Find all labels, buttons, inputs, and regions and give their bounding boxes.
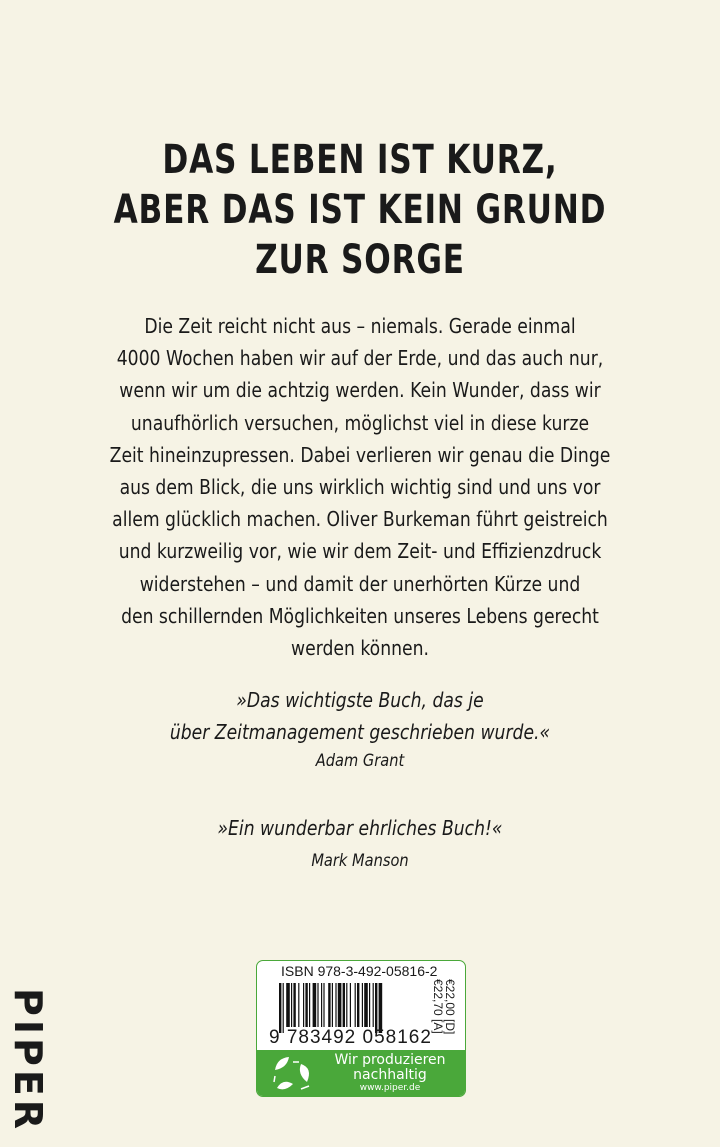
price-de: €22,00 [D] <box>443 979 457 1035</box>
barcode-bar <box>321 983 322 1027</box>
headline-line: ZUR SORGE <box>255 237 465 283</box>
blurb-line: Die Zeit reicht nicht aus – niemals. Gerade einmal <box>144 314 576 338</box>
barcode-bar <box>283 983 284 1033</box>
barcode-bar <box>357 983 359 1027</box>
barcode-bar <box>373 983 374 1027</box>
barcode-bar <box>298 983 299 1027</box>
quote-line: »Ein wunderbar ehrliches Buch!« <box>217 816 503 840</box>
quote-author: Adam Grant <box>315 751 405 771</box>
barcode-box <box>256 960 466 1097</box>
barcode-bar <box>375 983 377 1033</box>
blurb-line: aus dem Blick, die uns wirklich wichtig sind und uns vor <box>119 475 601 500</box>
blurb-line: den schillernden Möglichkeiten unseres Lebens gerecht <box>121 603 599 628</box>
barcode-bar <box>364 983 368 1027</box>
blurb-line: 4000 Wochen haben wir auf der Erde, und das auch nur, <box>116 346 604 371</box>
barcode-bar <box>317 983 318 1027</box>
barcode-bar <box>328 983 330 1027</box>
barcode-bar <box>338 983 342 1027</box>
barcode-bar <box>279 983 281 1033</box>
barcode-bar <box>293 983 295 1027</box>
barcode-bar <box>343 983 345 1027</box>
barcode-bar <box>309 983 310 1027</box>
blurb-line: widerstehen – und damit der unerhörten Kürze und <box>139 571 581 596</box>
barcode-bar <box>323 983 324 1027</box>
recycle-leaves-icon <box>271 1054 315 1092</box>
quote-line: »Das wichtigste Buch, das je <box>236 688 484 712</box>
eco-text: nachhaltig <box>353 1067 427 1083</box>
barcode-bar <box>305 983 307 1027</box>
barcode-bar <box>346 983 347 1027</box>
barcode-bar <box>335 983 336 1027</box>
barcode-bar <box>291 983 292 1027</box>
headline-line: DAS LEBEN IST KURZ, <box>162 137 558 183</box>
barcode-bar <box>303 983 304 1027</box>
barcode-bar <box>379 983 383 1033</box>
quote-author: Mark Manson <box>311 851 409 871</box>
blurb-line: wenn wir um die achtzig werden. Kein Wunder, dass wir <box>119 378 601 403</box>
blurb <box>60 310 660 664</box>
barcode-bar <box>332 983 333 1027</box>
price-at: €22,70 [A] <box>431 979 445 1034</box>
eco-banner <box>257 1050 465 1096</box>
barcode <box>279 983 439 1033</box>
headline-line: ABER DAS IST KEIN GRUND <box>113 187 607 233</box>
barcode-bar <box>286 983 290 1027</box>
quote-adam-grant <box>0 684 720 774</box>
headline <box>0 135 720 285</box>
publisher-url: www.piper.de <box>359 1083 421 1093</box>
blurb-line: werden können. <box>291 636 429 661</box>
barcode-bar <box>362 983 363 1027</box>
blurb-line: Zeit hineinzupressen. Dabei verlieren wir genau die Dinge <box>109 442 611 467</box>
eco-text: Wir produzieren <box>334 1052 446 1068</box>
blurb-line: und kurzweilig vor, wie wir dem Zeit- und Effizienzdruck <box>118 539 602 564</box>
isbn-text: ISBN 978-3-492-05816-2 <box>281 963 438 979</box>
quote-line: über Zeitmanagement geschrieben wurde.« <box>169 720 551 744</box>
barcode-digits: 9 783492 058162 <box>269 1027 432 1048</box>
barcode-bar <box>350 983 351 1027</box>
blurb-line: allem glücklich machen. Oliver Burkeman führt geistreich <box>112 507 608 532</box>
barcode-bar <box>355 983 356 1027</box>
barcode-bar <box>369 983 370 1027</box>
publisher-logo: PIPER <box>6 988 50 1134</box>
quote-mark-manson <box>0 812 720 874</box>
blurb-line: unaufhörlich versuchen, möglichst viel in diese kurze <box>130 410 590 435</box>
prices <box>431 979 466 1049</box>
barcode-bar <box>313 983 317 1027</box>
